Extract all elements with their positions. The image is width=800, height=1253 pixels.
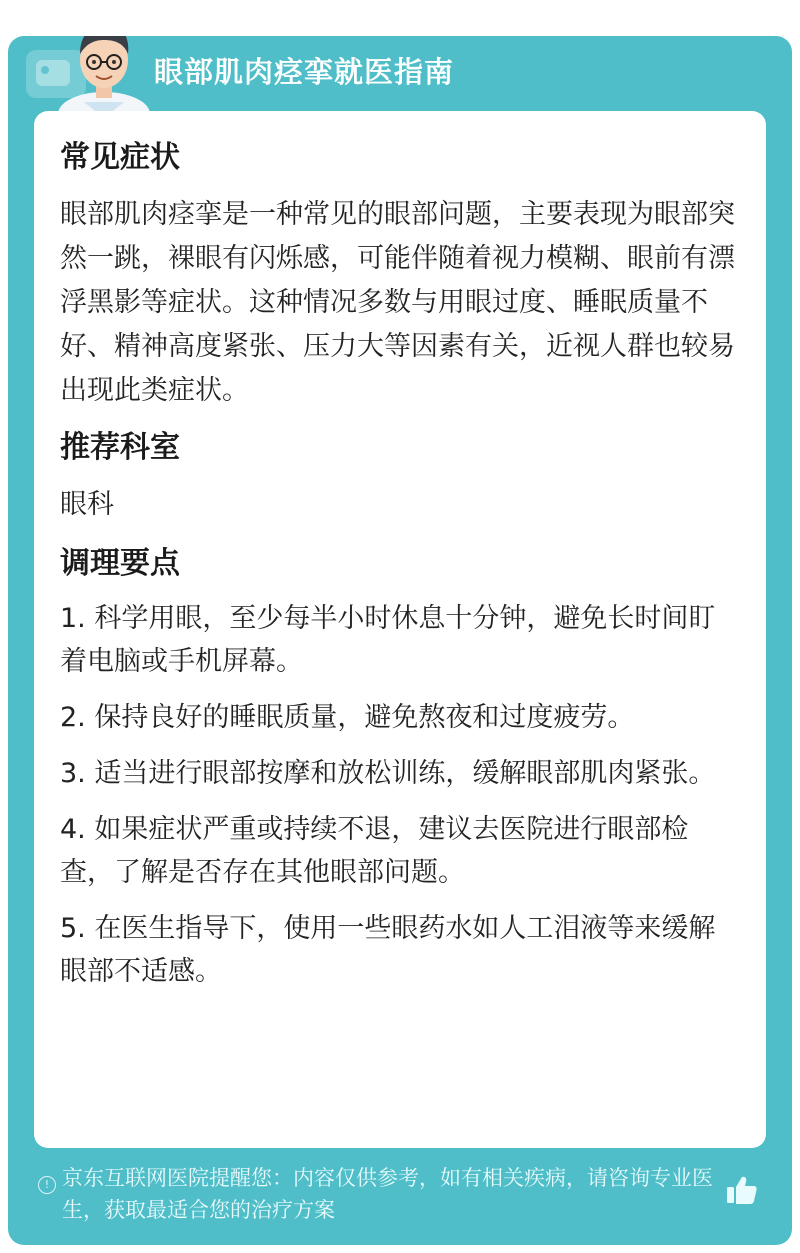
thumbs-up-icon[interactable] [724,1172,760,1208]
care-tip: 4. 如果症状严重或持续不退，建议去医院进行眼部检查，了解是否存在其他眼部问题。 [60,814,689,888]
doctor-avatar [54,36,154,120]
care-tip: 3. 适当进行眼部按摩和放松训练，缓解眼部肌肉紧张。 [60,758,716,789]
guide-frame [8,36,792,1245]
department-heading: 推荐科室 [60,430,180,465]
page-title: 眼部肌肉痉挛就医指南 [154,55,455,89]
care-tip: 5. 在医生指导下，使用一些眼药水如人工泪液等来缓解眼部不适感。 [60,913,716,987]
disclaimer-text: 京东互联网医院提醒您：内容仅供参考，如有相关疾病，请咨询专业医生，获取最适合您的治疗方案 [62,1166,713,1222]
content-card [34,111,766,1148]
care-heading: 调理要点 [60,546,180,581]
department-text: 眼科 [60,489,114,520]
symptoms-text: 眼部肌肉痉挛是一种常见的眼部问题，主要表现为眼部突然一跳，裸眼有闪烁感，可能伴随着视力模糊、眼前有漂浮黑影等症状。这种情况多数与用眼过度、睡眠质量不好、精神高度紧张、压力大等因素有关，近视人群也较易出现此类症状。 [60,199,735,406]
info-circle-icon: ! [38,1176,56,1194]
symptoms-heading: 常见症状 [60,140,180,175]
care-tip: 1. 科学用眼，至少每半小时休息十分钟，避免长时间盯着电脑或手机屏幕。 [60,603,716,677]
care-tip: 2. 保持良好的睡眠质量，避免熬夜和过度疲劳。 [60,702,635,733]
